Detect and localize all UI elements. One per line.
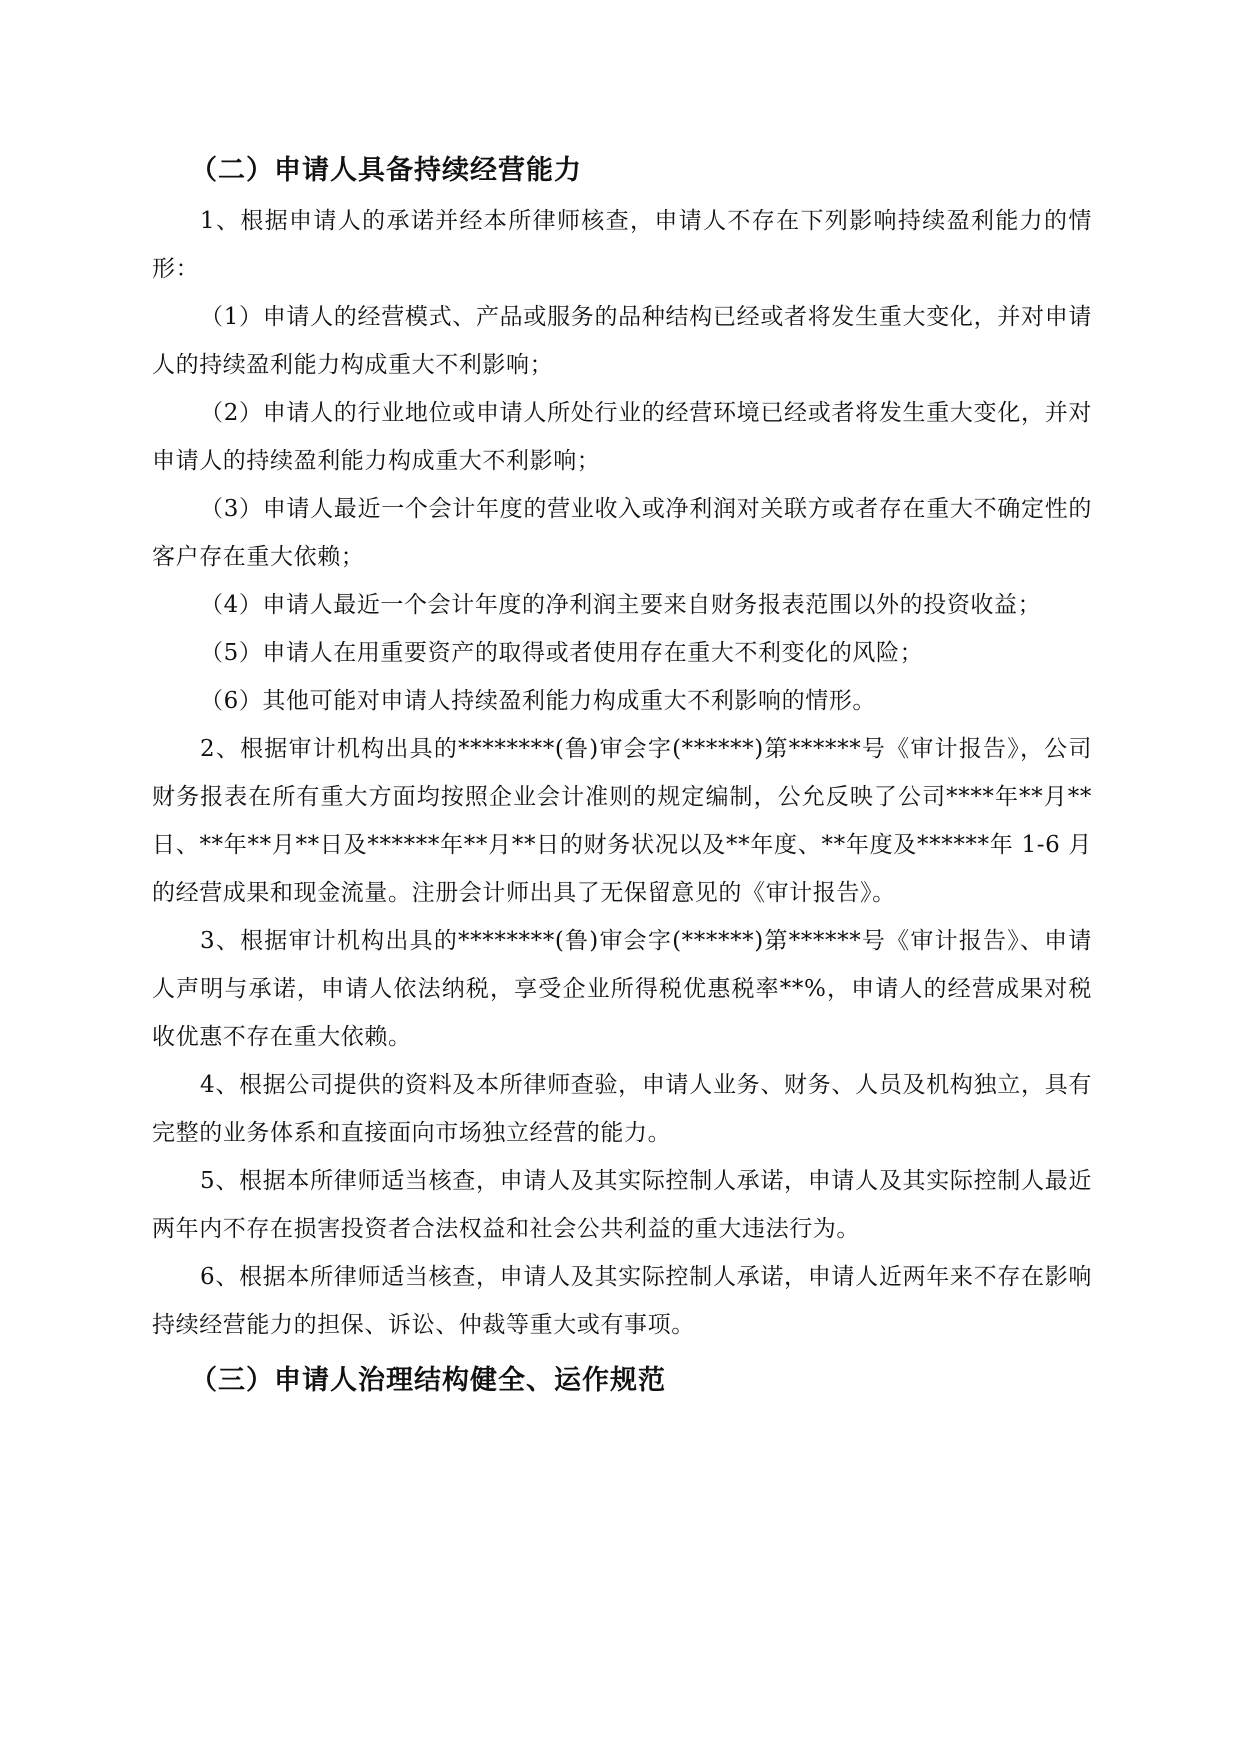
paragraph-item-3: 3、根据审计机构出具的********(鲁)审会字(******)第******号《审计报告》、申请人声明与承诺，申请人依法纳税，享受企业所得税优惠税率**%，申请人的经营成果对税收优惠不存在重大依赖。	[152, 928, 1092, 1050]
paragraph-item-2: 2、根据审计机构出具的********(鲁)审会字(******)第******号《审计报告》，公司财务报表在所有重大方面均按照企业会计准则的规定编制，公允反映了公司****年**月**日、**年**月**日及******年**月**日的财务状况以及**年度、**年度及******年 1-6 月的经营成果和现金流量。注册会计师出具了无保留意见的《审计报告》。	[152, 736, 1092, 906]
section-heading-2: （二）申请人具备持续经营能力	[190, 155, 582, 186]
paragraph-item-5: 5、根据本所律师适当核查，申请人及其实际控制人承诺，申请人及其实际控制人最近两年内不存在损害投资者合法权益和社会公共利益的重大违法行为。	[152, 1168, 1092, 1242]
paragraph-item-1-intro: 1、根据申请人的承诺并经本所律师核查，申请人不存在下列影响持续盈利能力的情形：	[152, 208, 1092, 282]
section-heading-3: （三）申请人治理结构健全、运作规范	[190, 1365, 666, 1396]
paragraph-item-4: 4、根据公司提供的资料及本所律师查验，申请人业务、财务、人员及机构独立，具有完整的业务体系和直接面向市场独立经营的能力。	[152, 1072, 1092, 1146]
paragraph-subitem-1: （1）申请人的经营模式、产品或服务的品种结构已经或者将发生重大变化，并对申请人的持续盈利能力构成重大不利影响；	[152, 304, 1092, 378]
paragraph-subitem-3: （3）申请人最近一个会计年度的营业收入或净利润对关联方或者存在重大不确定性的客户存在重大依赖；	[152, 496, 1092, 570]
document-body	[152, 145, 1092, 1407]
paragraph-subitem-2: （2）申请人的行业地位或申请人所处行业的经营环境已经或者将发生重大变化，并对申请人的持续盈利能力构成重大不利影响；	[152, 400, 1092, 474]
paragraph-subitem-5: （5）申请人在用重要资产的取得或者使用存在重大不利变化的风险；	[200, 640, 924, 666]
paragraph-subitem-6: （6）其他可能对申请人持续盈利能力构成重大不利影响的情形。	[200, 688, 877, 714]
paragraph-subitem-4: （4）申请人最近一个会计年度的净利润主要来自财务报表范围以外的投资收益；	[200, 592, 1042, 618]
paragraph-item-6: 6、根据本所律师适当核查，申请人及其实际控制人承诺，申请人近两年来不存在影响持续经营能力的担保、诉讼、仲裁等重大或有事项。	[152, 1264, 1092, 1338]
